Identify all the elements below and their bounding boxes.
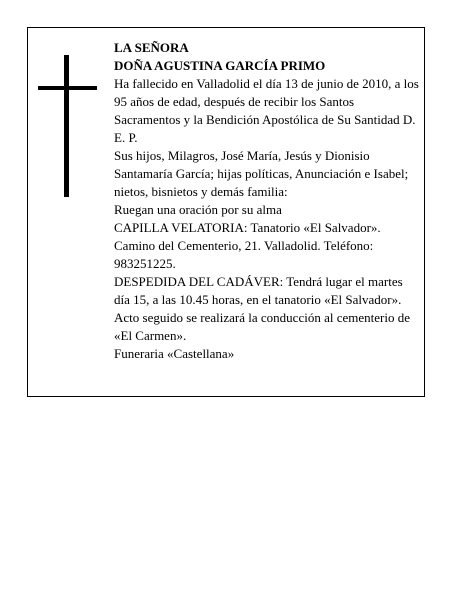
family-list: Sus hijos, Milagros, José María, Jesús y Dionisio Santamaría García; hijas políticas, Anunciación e Isabel; nietos, bisnietos y demás familia:: [114, 148, 409, 199]
latin-cross-icon: [38, 55, 98, 197]
prayer-request: Ruegan una oración por su alma: [114, 202, 282, 217]
funeral-home: Funeraria «Castellana»: [114, 346, 235, 361]
cross-vertical-bar: [64, 55, 69, 197]
obituary-text: [114, 39, 420, 363]
death-announcement: Ha fallecido en Valladolid el día 13 de junio de 2010, a los 95 años de edad, después de recibir los Santos Sacramentos y la Bendición Apostólica de Su Santidad D. E. P.: [114, 76, 419, 145]
notice-title-line1: LA SEÑORA: [114, 40, 189, 55]
obituary-notice: [27, 27, 425, 397]
farewell-info: DESPEDIDA DEL CADÁVER: Tendrá lugar el martes día 15, a las 10.45 horas, en el tanatorio «El Salvador». Acto seguido se realizará la conducción al cementerio de «El Carmen».: [114, 274, 410, 343]
cross-horizontal-bar: [38, 86, 97, 90]
chapel-info: CAPILLA VELATORIA: Tanatorio «El Salvador». Camino del Cementerio, 21. Valladolid. Teléfono: 983251225.: [114, 220, 381, 271]
notice-title-line2: DOÑA AGUSTINA GARCÍA PRIMO: [114, 58, 326, 73]
